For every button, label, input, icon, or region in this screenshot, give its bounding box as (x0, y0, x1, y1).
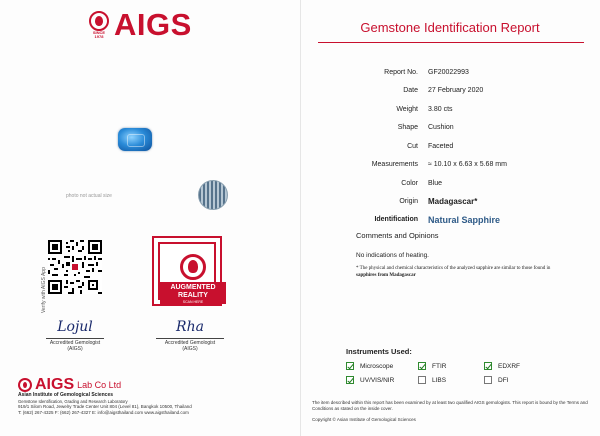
signature-org: (AIGS) (67, 346, 83, 352)
aigs-seal-icon (88, 11, 110, 39)
disclaimer-text: The item described within this report has been examined by at least two qualified AIGS gemologists. This report is bound by the Terms and Conditions as stated on the inside cover. (312, 400, 588, 411)
signature-org: (AIGS) (182, 346, 198, 352)
detail-value: GF20022993 (428, 69, 469, 76)
detail-value: Natural Sapphire (428, 215, 501, 225)
lab-address: 919/1 Silom Road, Jewelry Trade Center Unit 804 (Level 81), Bangkok 10500, Thailand (18, 404, 192, 410)
detail-row-measurements (300, 159, 600, 171)
ar-drop-icon (188, 260, 198, 273)
instrument-label: LIBS (432, 376, 447, 384)
comments-text: No indications of heating. (356, 252, 429, 259)
lab-institute: Asian Institute of Gemological Sciences (18, 392, 114, 398)
signature-line (156, 338, 224, 339)
instrument-label: EDXRF (498, 362, 521, 370)
instrument-label: Microscope (360, 362, 394, 370)
signature-line (46, 338, 104, 339)
lab-brand: AIGS (35, 376, 75, 393)
detail-row-date (300, 85, 600, 97)
signature-title: Accredited Gemologist (164, 340, 216, 346)
ar-line1: AUGMENTED (170, 284, 216, 291)
instrument-ftir (418, 360, 446, 372)
detail-label: Report No. (384, 69, 418, 76)
augmented-reality-badge[interactable] (152, 236, 222, 306)
logo-since: SINCE 1978 (92, 30, 106, 39)
ar-line3: SCAN HERE (182, 300, 204, 304)
qr-side-caption (38, 236, 46, 316)
checkbox-icon (484, 362, 492, 370)
detail-row-shape (300, 122, 600, 134)
detail-label: Weight (396, 106, 418, 113)
detail-row-origin (300, 196, 600, 208)
detail-value: Faceted (428, 143, 454, 150)
detail-value: 27 February 2020 (428, 87, 484, 94)
instrument-dfi (484, 374, 508, 386)
instrument-uvvisnir (346, 374, 394, 386)
detail-label: Cut (407, 143, 418, 150)
detail-row-report-no (300, 67, 600, 79)
detail-value: 3.80 cts (428, 106, 453, 113)
photo-note: photo not actual size (66, 193, 112, 199)
logo-brand-text: AIGS (114, 7, 192, 42)
qr-code-icon (48, 240, 102, 294)
copyright-text: Copyright © Asian Institute of Gemological Sciences (312, 417, 416, 422)
ar-line2: REALITY (178, 292, 208, 299)
instrument-label: DFI (498, 376, 509, 384)
signature-mark: Lojul (57, 319, 93, 335)
instrument-edxrf (484, 360, 520, 372)
signature-mark: Rha (176, 319, 204, 335)
checkbox-icon (346, 362, 354, 370)
detail-row-color (300, 178, 600, 190)
detail-label: Identification (374, 216, 418, 223)
detail-label: Origin (399, 198, 418, 205)
lab-subtitle: Gemstone Identification, Grading and Research Laboratory (18, 398, 128, 404)
signature-block-left (40, 316, 110, 352)
instruments-title: Instruments Used: (346, 347, 412, 356)
detail-row-identification (300, 214, 600, 226)
detail-value: Madagascar* (428, 197, 478, 206)
report-title: Gemstone Identification Report (360, 20, 540, 35)
signature-block-right (150, 316, 230, 352)
instrument-libs (418, 374, 446, 386)
title-rule (318, 42, 584, 43)
detail-row-cut (300, 141, 600, 153)
footnote-text: * The physical and chemical characteristics of the analyzed sapphire are similar to those found in (356, 266, 551, 271)
checkbox-icon (418, 376, 426, 384)
checkbox-icon (484, 376, 492, 384)
detail-label: Date (403, 87, 418, 94)
comments-footnote (356, 265, 572, 279)
footnote-emphasis: sapphires from Madagascar (356, 273, 416, 278)
checkbox-icon (418, 362, 426, 370)
lab-contact: T: (662) 267-4325 F: (662) 267-4327 E: info@aigsthailand.com www.aigsthailand.com (18, 409, 189, 415)
detail-label: Shape (397, 124, 418, 131)
detail-row-weight (300, 104, 600, 116)
detail-value: Blue (428, 180, 443, 187)
aigs-logo (88, 7, 192, 42)
lab-name: Lab Co Ltd (77, 380, 122, 390)
checkbox-icon (346, 376, 354, 384)
instrument-microscope (346, 360, 393, 372)
qr-side-text: Verify with AIGS App (41, 267, 47, 313)
instrument-label: UV/VIS/NIR (360, 376, 395, 384)
comments-title: Comments and Opinions (356, 231, 439, 240)
gemstone-photo (118, 128, 152, 151)
detail-label: Measurements (371, 161, 418, 168)
detail-label: Color (401, 180, 418, 187)
gemstone-profile-image (198, 180, 228, 210)
qr-code[interactable] (48, 240, 102, 294)
lab-info-block (18, 377, 288, 415)
detail-value: Cushion (428, 124, 454, 131)
instrument-label: FTIR (432, 362, 447, 370)
lab-seal-icon (18, 378, 32, 392)
signature-title: Accredited Gemologist (49, 340, 101, 346)
detail-value: ≈ 10.10 x 6.63 x 5.68 mm (428, 161, 507, 168)
